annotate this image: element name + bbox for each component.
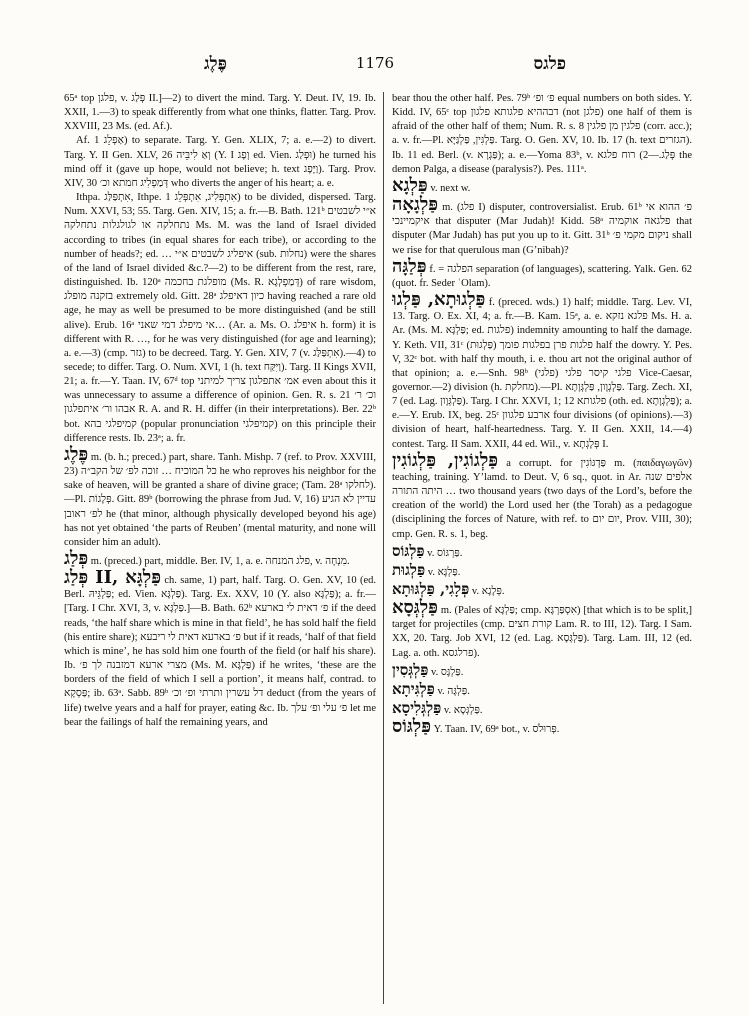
entry-text: 65ᵃ top פלגן, v. פְּלַג II.]—2) to divert the mind. Targ. Y. Deut. IV, 19. Ib. XXII, 1.—3) to speak differently from what one thinks, flatter. Targ. Prov. XXVIII, 23 Ms. (ed. Af.). — [64, 93, 376, 133]
entry-text: v. פַּלְגָּה. — [437, 685, 470, 697]
entry-headword: פַּלְגּוֹס — [392, 541, 425, 560]
dictionary-entry — [392, 196, 692, 258]
page-header — [64, 52, 686, 76]
dictionary-entry — [392, 561, 692, 580]
entry-headword: פַּלְגְּסִין — [392, 660, 429, 679]
entry-text: Af. אַפְלֵג 1) to separate. Targ. Y. Gen. XLIX, 7; a. e.—2) to divert. Targ. Y. II Gen. XLV, 26 וְאַ לִיבֵּיה (Y. I וְפָג ed. Vien. וּפְלַג) he turned his mind off it (gave up hope, would not believe; h. text וַיָּפָג). Targ. Prov. XIV, 30 דְּמַפְלִיג חמתא וכ׳ who diverts the anger of his heart; a. e. — [64, 135, 376, 189]
dictionary-entry — [392, 92, 692, 177]
entry-text: v. פַּלְגָּא. — [427, 566, 461, 578]
dictionary-entry — [64, 569, 376, 730]
dictionary-entry — [392, 699, 692, 718]
entry-headword: פַּלְגּוֹס — [392, 716, 431, 738]
entry-text: ch. same, 1) part, half. Targ. O. Gen. XV, 10 (ed. Berl. פַּלְגֵּיהּ; ed. Vien. פַּלְגָּא). Targ. Ex. XXV, 10 (Y. also פַּלְגָּא); a. fr.—[Targ. I Chr. XVI, 3, v. פַּלְגָּא.]—B. Bath. 62ᵇ פ׳ דאית לי בארעא if the deed reads, ‘the half share which is mine in that field’, he has sold half the field (his entire share); פ׳ בארעא דאית לי ריבעא but if it reads, ‘half of that field which is mine’, he has sold him one fourth of the field (or half his share). Ib. מצרי ארעא דמזבנה לך פ׳ (Ms. M. פַּלְגָּא) if he writes, ‘these are the borders of the field of which I sell a portion’, it means half, contrad. to פַּסְקָא; ib. 63ᵃ. Sabb. 89ᵇ דל עשרין ותרתי ופ׳ וכ׳ deduct (from the years of life) twelve years and a half for prayer, eating &c. Ib. פ׳ עלי ופ׳ עלך let me bear the failings of half the remaining years, and — [64, 575, 376, 728]
dictionary-entry — [392, 661, 692, 680]
entry-headword: פַּלְגְּלִיסָא — [392, 699, 442, 718]
entry-text: bear thou the other half. Pes. 79ᵇ פ׳ ופ׳ equal numbers on both sides. Y. Kidd. IV, 65ᶜ top דבההיא פלגותא פלגון (not פלגן) one half of them is afraid of the other half of them; Num. R. s. 8 פלגין מן פלגין (corr. acc.); a. v. fr.—Pl. פַּלְגִּין, פַּלְגַּיָּא. Targ. O. Gen. XV, 10. Ib. 17 (h. text הגזרים). Ib. 11 ed. Berl. (v. פַּגְרָא); a. e.—Yoma 83ᵇ, v. פְּלַג.—2) רוח פלגא the demon Palga, a disease (paralysis?). Pes. 111ᵃ. — [392, 93, 692, 175]
entry-headword: פְּלַג II, פַּלְגָּא — [64, 567, 161, 589]
entry-text: v. פְּלָגָא. — [471, 586, 505, 597]
entry-text: Y. Taan. IV, 69ᵃ bot., v. פְּרוּלֹס. — [433, 724, 560, 736]
entry-headword: פְּלַג — [64, 548, 89, 569]
header-right-word: פלגס — [533, 54, 566, 74]
left-column — [64, 92, 376, 1004]
entry-headword: פְּלַגָּה — [392, 255, 427, 277]
entry-headword: פַּלְגוּת — [392, 560, 426, 579]
entry-text: m. (Pales of פַּלְגָּא; cmp. אִסְפַּרְגָּא) [that which is to be split,] target for projectiles (cmp. קורת חצים Lam. R. to III, 12). Targ. I Sam. XX, 20. Targ. Job XVI, 12 (ed. Lag. פַּלְגְּסָא). Targ. Lam. III, 12 (ed. Lag. a. oth. פרלגסא). — [392, 605, 692, 659]
dictionary-entry — [64, 134, 376, 191]
entry-headword: פַּלְגָאָה — [392, 194, 439, 216]
dictionary-entry — [64, 92, 376, 134]
entry-text: f. = הפלגה separation (of languages), scattering. Yalk. Gen. 62 (quot. fr. Seder ʿOlam). — [392, 263, 692, 289]
page-number: 1176 — [355, 54, 395, 72]
dictionary-entry — [64, 191, 376, 446]
entry-text: Ithpa. אִתְפַּלַּג, Ithpe. אִתְפְּלִיג, אִתְפְּלֵג 1) to be divided, dispersed. Targ. Num. XXVI, 53; 55. Targ. Gen. XIV, 15; a. fr.—B. Bath. 121ᵇ א״י לשבטים נתחלקה או לגולגלות נתחלקה Ms. M. was the land of Israel divided according to tribes (in equal shares for each tribe), or according to the number of heads?; ed. … איפליג לשבטים א״י (sub. נחלות) were the shares of the land of Israel divided &c.?—2) to be different from the rest, rare, distinguished. Ib. 120ᵃ מופלגת בחכמה (Ms. R. דְּמַפְלְגָא) of rare wisdom, בזקנה מופלג extremely old. Gitt. 28ᵃ כיון דאיפלג having reached a rare old age, he may as well be presumed to be more distinguished (and be still alive). Erub. 16ᵃ אי מיפלג דמי שאני… (Ar. a. Ms. O. איפלג h. form) it is different with R. …, for he was very distinguished (for age and learning); a. e.—3) (cmp. גזר) to be decreed. Targ. Y. Gen. XIV, 7 (v. אִתְפַּלַּג).—4) to secede; to differ. Targ. O. Num. XVI, 1 (h. text וַיִּקַּח). Targ. II Kings XVII, 21; a. fr.—Y. Taan. IV, 67ᵈ top אמ׳ אתפלגון צריך למיתני even about this it was unnecessary to assume a difference of opinion. Gen. R. s. 21 וכ׳ ר׳ אבהו ור׳ איתפלגון R. A. and R. H. differ (in their interpretations). Ber. 22ᵇ bot. קמיפלגי בהא (popular pronunciation קמיפלגי) on this principle their difference rests. Ib. 23ᵃ; a. fr. — [64, 192, 376, 444]
entry-text: v. פַּרְגּוֹס. — [427, 547, 463, 559]
dictionary-entry — [392, 599, 692, 661]
entry-headword: פַּלְגוֹגִין, פַּלְגוֹגִין — [392, 449, 499, 471]
entry-headword: פְּלָגִי, פַּלְגּוּתָא — [392, 580, 470, 598]
entry-text: v. פַּלְגְּסָא. — [443, 705, 483, 717]
entry-headword: פַּלְגוּתָא, פַּלְגוּ — [392, 289, 486, 311]
entry-text: m. (פלג I) disputer, controversialist. Erub. 61ᵇ פ׳ ההוא אי איקמיינכי that disputer (Mar Judah)! Kidd. 58ᵃ פלגאה אוקמיה that disputer (Mar Judah) has put you up to it. Gitt. 31ᵇ ניקום מקמי פ׳ shall we rise for that querulous man (G’nibah)? — [392, 202, 692, 256]
entry-text: m. (preced.) part, middle. Ber. IV, 1, a. e. פלג המנחה, v. מִנְחָה. — [90, 556, 350, 567]
entry-headword: פַּלְגִּיתָא — [392, 679, 435, 698]
entry-headword: פַּלְגְּסָא — [392, 597, 438, 619]
dictionary-entry — [392, 718, 692, 737]
entry-text: m. (b. h.; preced.) part, share. Tanh. Mishp. 7 (ref. to Prov. XXVIII, 23) כל המוכיח … זוכה לפ׳ של הקב״ה he who reproves his neighbor for the sake of heaven, will be granted a share of divine grace; (Tam. 28ᵃ לחלקו).—Pl. פְּלָגוֹת. Gitt. 89ᵇ (borrowing the phrase from Jud. V, 16) עדיין לא הגיע לפ׳ ראובן he (that minor, although physically developed beyond his age) has not yet obtained ‘the parts of Reuben’ (mental maturity, and none will consider him an adult). — [64, 451, 376, 548]
dictionary-entry — [64, 443, 376, 550]
entry-headword: פֶּלֶג — [64, 443, 89, 465]
dictionary-entry — [392, 680, 692, 699]
entry-headword: פַּלְגָא — [392, 174, 428, 196]
entry-text: v. פַּלְגָּס. — [431, 666, 464, 678]
header-left-word: פֶּלֶג — [204, 54, 227, 74]
entry-text: a corrupt. for פַּדְגּוֹגִין m. (παιδαγωγῶν) teaching, training. Y’lamd. to Deut. V, 6 sq., quot. in Ar. אלפים שנה היתה התורה … two thousand years (two days of the Lord’s, before the creation of the world) the Lord used her (the Torah) as a pedagogue (disciplining the forces of Nature, with ref. to יום יום, Prov. VIII, 30); cmp. Gen. R. s. 1, beg. — [392, 457, 692, 540]
column-divider — [383, 92, 384, 1004]
right-column — [392, 92, 692, 1004]
entry-text: f. (preced. wds.) 1) half; middle. Targ. Lev. VI, 13. Targ. O. Ex. XI, 4; a. fr.—B. Kam. 15ᵃ, a. e. פלגא נזקא Ms. H. a. Ar. (Ms. M. פַּלְגָּא; ed. פלגות) indemnity amounting to half the damage. Y. Keth. VII, 31ᶜ פלגות פרן בפלגות פומך (פַּלְגוּת) half the dowry. Y. Pes. V, 32ᶜ bot. with half thy mouth, i. e. thou art not the original author of that opinion; a. e.—Snh. 98ᵇ פלגי קיסר פלגי (פלגי) Vice-Caesar, governor.—2) division (h. מחלקת).—Pl. פַּלְגְוָון, פַּלְגְּוָתָא. Targ. Zech. XI, 7 (ed. Lag. פַּלְגְּוָון). Targ. I Chr. XXVI, 1; 12 פלגותא (oth. ed. פַּלְגְוָתָא); a. e.—Y. Erub. IX, beg. 25ᶜ ארבע פלגוון four divisions (of opinions).—3) division of heart, half-heartedness. Targ. Y. II Gen. XXII, 14.—4) contest. Targ. II Sam. XXII, 44 ed. Wil., v. פְּלָגְתָא I. — [392, 297, 692, 450]
dictionary-entry — [392, 542, 692, 561]
entry-text: v. next w. — [430, 182, 471, 194]
dictionary-entry — [392, 255, 692, 291]
dictionary-entry — [392, 449, 692, 542]
dictionary-entry — [392, 291, 692, 452]
